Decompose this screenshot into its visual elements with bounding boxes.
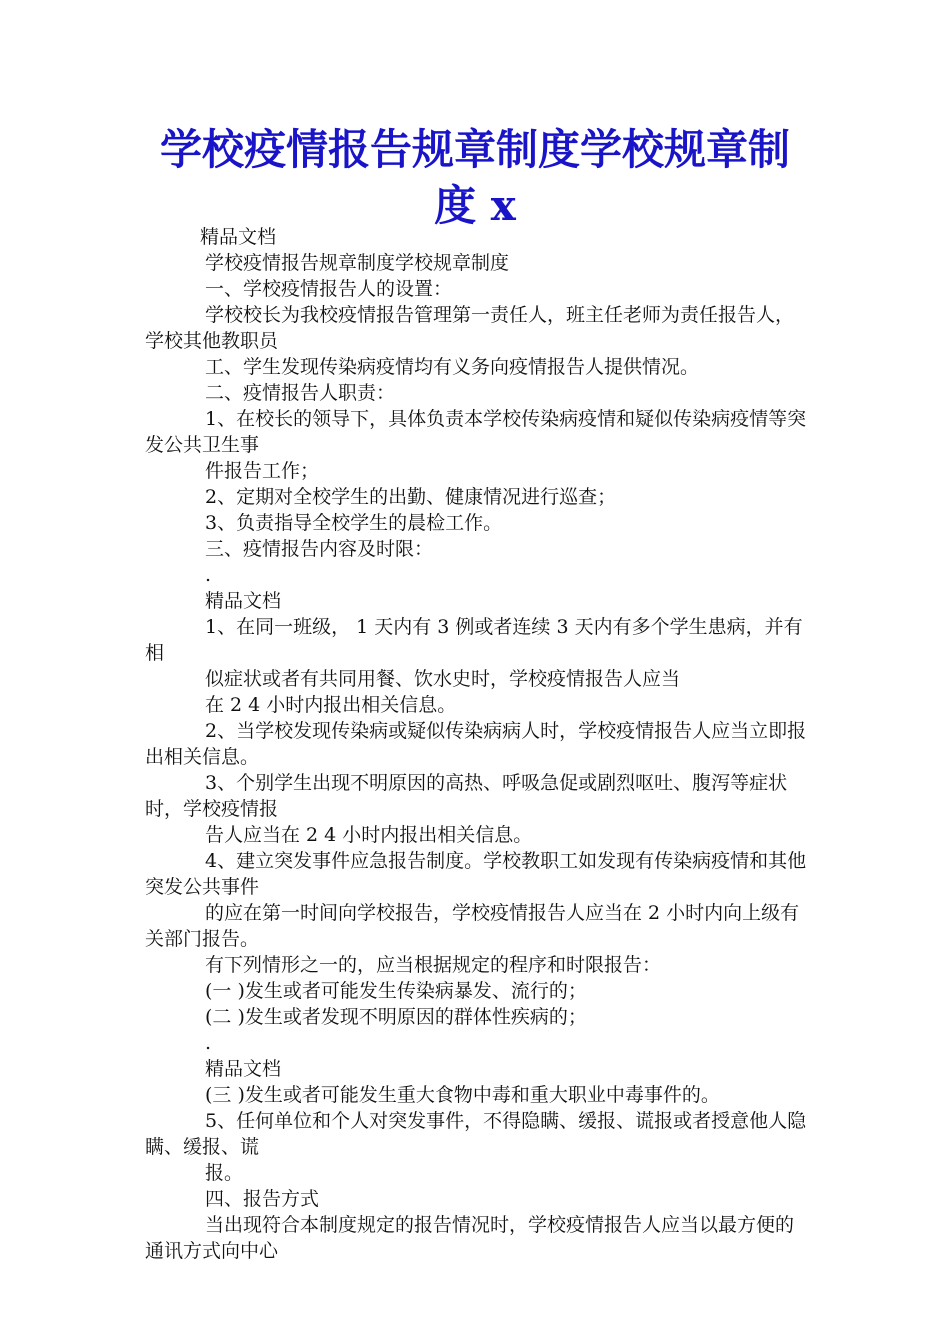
header-watermark-text: 精品文档 bbox=[200, 226, 277, 248]
paragraph: 学校疫情报告规章制度学校规章制度 bbox=[205, 252, 510, 274]
list-item: (二 )发生或者发现不明原因的群体性疾病的； bbox=[205, 1006, 587, 1028]
section-heading: 三、疫情报告内容及时限： bbox=[205, 538, 434, 560]
paragraph: 1、在同一班级， 1 天内有 3 例或者连续 3 天内有多个学生患病，并有相 bbox=[145, 616, 803, 664]
list-item: (三 )发生或者可能发生重大食物中毒和重大职业中毒事件的。 bbox=[205, 1084, 720, 1106]
header-watermark-text: 精品文档 bbox=[205, 590, 282, 612]
paragraph: 在 2 4 小时内报出相关信息。 bbox=[205, 694, 457, 716]
section-heading: 四、报告方式 bbox=[205, 1188, 320, 1210]
paragraph: 告人应当在 2 4 小时内报出相关信息。 bbox=[205, 824, 533, 846]
paragraph: 工、学生发现传染病疫情均有义务向疫情报告人提供情况。 bbox=[205, 356, 700, 378]
paragraph: 3、个别学生出现不明原因的高热、呼吸急促或剧烈呕吐、腹泻等症状时，学校疫情报 bbox=[145, 772, 788, 820]
document-title: 学校疫情报告规章制度学校规章制度 x bbox=[159, 125, 790, 230]
paragraph: 的应在第一时间向学校报告，学校疫情报告人应当在 2 小时内向上级有关部门报告。 bbox=[145, 902, 800, 950]
paragraph: 2、定期对全校学生的出勤、健康情况进行巡查； bbox=[205, 486, 617, 508]
paragraph: 有下列情形之一的，应当根据规定的程序和时限报告： bbox=[205, 954, 662, 976]
page-separator-dot: . bbox=[205, 564, 212, 586]
paragraph: 件报告工作； bbox=[205, 460, 320, 482]
paragraph: 3、负责指导全校学生的晨检工作。 bbox=[205, 512, 503, 534]
section-heading: 二、疫情报告人职责： bbox=[205, 382, 396, 404]
document-body bbox=[145, 224, 810, 1264]
paragraph: 1、在校长的领导下，具体负责本学校传染病疫情和疑似传染病疫情等突发公共卫生事 bbox=[145, 408, 807, 456]
paragraph: 4、建立突发事件应急报告制度。学校教职工如发现有传染病疫情和其他突发公共事件 bbox=[145, 850, 807, 898]
paragraph: 当出现符合本制度规定的报告情况时，学校疫情报告人应当以最方便的通讯方式向中心 bbox=[145, 1214, 795, 1262]
paragraph: 5、任何单位和个人对突发事件，不得隐瞒、缓报、谎报或者授意他人隐瞒、缓报、谎 bbox=[145, 1110, 807, 1158]
paragraph: 报。 bbox=[205, 1162, 244, 1184]
list-item: (一 )发生或者可能发生传染病暴发、流行的； bbox=[205, 980, 587, 1002]
header-watermark-text: 精品文档 bbox=[205, 1058, 282, 1080]
paragraph: 学校校长为我校疫情报告管理第一责任人，班主任老师为责任报告人，学校其他教职员 bbox=[145, 304, 795, 352]
paragraph: 似症状或者有共同用餐、饮水史时，学校疫情报告人应当 bbox=[205, 668, 681, 690]
page-separator-dot: . bbox=[205, 1032, 212, 1054]
section-heading: 一、学校疫情报告人的设置： bbox=[205, 278, 453, 300]
paragraph: 2、当学校发现传染病或疑似传染病病人时，学校疫情报告人应当立即报出相关信息。 bbox=[145, 720, 807, 768]
